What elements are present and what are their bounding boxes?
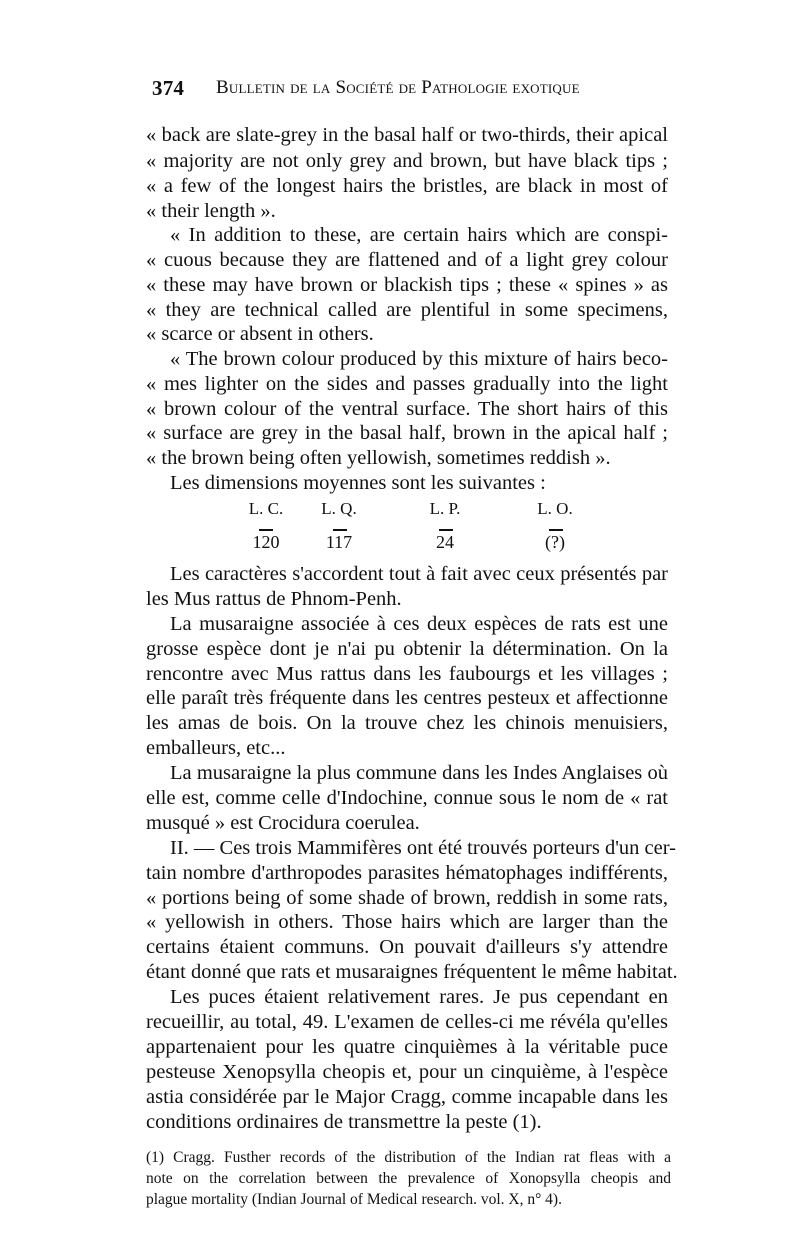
table-rule bbox=[259, 529, 273, 531]
text-line: emballeurs, etc... bbox=[146, 737, 286, 759]
table-rule bbox=[549, 529, 563, 531]
text-line: Les puces étaient relativement rares. Je pus cependant en bbox=[170, 986, 668, 1008]
text-line: les amas de bois. On la trouve chez les chinois menuisiers, bbox=[146, 712, 668, 734]
table-cell: 24 bbox=[436, 532, 454, 552]
text-line: « brown colour of the ventral surface. The short hairs of this bbox=[146, 398, 668, 420]
text-line: rencontre avec Mus rattus dans les faubourgs et les villages ; bbox=[146, 663, 668, 685]
table-cell: (?) bbox=[545, 532, 565, 552]
text-line: La musaraigne la plus commune dans les Indes Anglaises où bbox=[170, 762, 668, 784]
text-line: « a few of the longest hairs the bristles, are black in most of bbox=[146, 175, 668, 197]
table-rule bbox=[333, 529, 347, 531]
table-rule bbox=[439, 529, 453, 531]
text-line: tain nombre d'arthropodes parasites hématophages indifférents, bbox=[146, 862, 668, 884]
text-line: « back are slate-grey in the basal half or two-thirds, their apical bbox=[146, 124, 668, 146]
text-line: elle est, comme celle d'Indochine, connue sous le nom de « rat bbox=[146, 787, 668, 809]
text-line: musqué » est Crocidura coerulea. bbox=[146, 812, 420, 834]
footnote-line: (1) Cragg. Fusther records of the distribution of the Indian rat fleas with a bbox=[146, 1149, 671, 1166]
text-line: étant donné que rats et musaraignes fréquentent le même habitat. bbox=[146, 961, 678, 983]
text-line: astia considérée par le Major Cragg, comme incapable dans les bbox=[146, 1086, 668, 1108]
text-line: Les dimensions moyennes sont les suivantes : bbox=[170, 472, 546, 494]
footnote-line: plague mortality (Indian Journal of Medical research. vol. X, n° 4). bbox=[146, 1191, 562, 1208]
text-line: « The brown colour produced by this mixture of hairs beco- bbox=[170, 348, 668, 370]
text-line: « portions being of some shade of brown, reddish in some rats, bbox=[146, 887, 668, 909]
text-line: les Mus rattus de Phnom-Penh. bbox=[146, 588, 402, 610]
text-line: « cuous because they are flattened and of a light grey colour bbox=[146, 249, 668, 271]
text-line: Les caractères s'accordent tout à fait avec ceux présentés par bbox=[170, 563, 668, 585]
table-header: L. Q. bbox=[321, 499, 357, 518]
table-cell: 120 bbox=[252, 532, 280, 552]
text-line: recueillir, au total, 49. L'examen de celles-ci me révéla qu'elles bbox=[146, 1011, 668, 1033]
text-line: II. — Ces trois Mammifères ont été trouvés porteurs d'un cer- bbox=[170, 837, 676, 859]
text-line: « surface are grey in the basal half, brown in the apical half ; bbox=[146, 422, 668, 444]
text-line: « mes lighter on the sides and passes gradually into the light bbox=[146, 373, 668, 395]
text-line: conditions ordinaires de transmettre la peste (1). bbox=[146, 1111, 542, 1133]
text-line: « majority are not only grey and brown, but have black tips ; bbox=[146, 150, 668, 172]
text-line: « they are technical called are plentiful in some specimens, bbox=[146, 299, 668, 321]
text-line: grosse espèce dont je n'ai pu obtenir la détermination. On la bbox=[146, 638, 668, 660]
text-line: La musaraigne associée à ces deux espèces de rats est une bbox=[170, 613, 668, 635]
table-header: L. P. bbox=[429, 499, 461, 518]
table-cell: 117 bbox=[325, 532, 353, 552]
running-title: Bulletin de la Société de Pathologie exotique bbox=[216, 77, 580, 98]
text-line: elle paraît très fréquente dans les centres pesteux et affectionne bbox=[146, 687, 668, 709]
text-line: pesteuse Xenopsylla cheopis et, pour un cinquième, à l'espèce bbox=[146, 1061, 668, 1083]
text-line: « these may have brown or blackish tips ; these « spines » as bbox=[146, 274, 668, 296]
table-header: L. O. bbox=[537, 499, 573, 518]
text-line: « In addition to these, are certain hairs which are conspi- bbox=[170, 224, 668, 246]
page-number: 374 bbox=[152, 76, 185, 100]
footnote-line: note on the correlation between the prevalence of Xonopsylla cheopis and bbox=[146, 1170, 671, 1187]
text-line: certains étaient communs. On pouvait d'ailleurs s'y attendre bbox=[146, 936, 668, 958]
table-header: L. C. bbox=[248, 499, 284, 518]
text-line: « the brown being often yellowish, sometimes reddish ». bbox=[146, 447, 611, 469]
text-line: « yellowish in others. Those hairs which are larger than the bbox=[146, 911, 668, 933]
text-line: « scarce or absent in others. bbox=[146, 323, 374, 345]
text-line: « their length ». bbox=[146, 200, 276, 222]
text-line: appartenaient pour les quatre cinquièmes à la véritable puce bbox=[146, 1036, 668, 1058]
